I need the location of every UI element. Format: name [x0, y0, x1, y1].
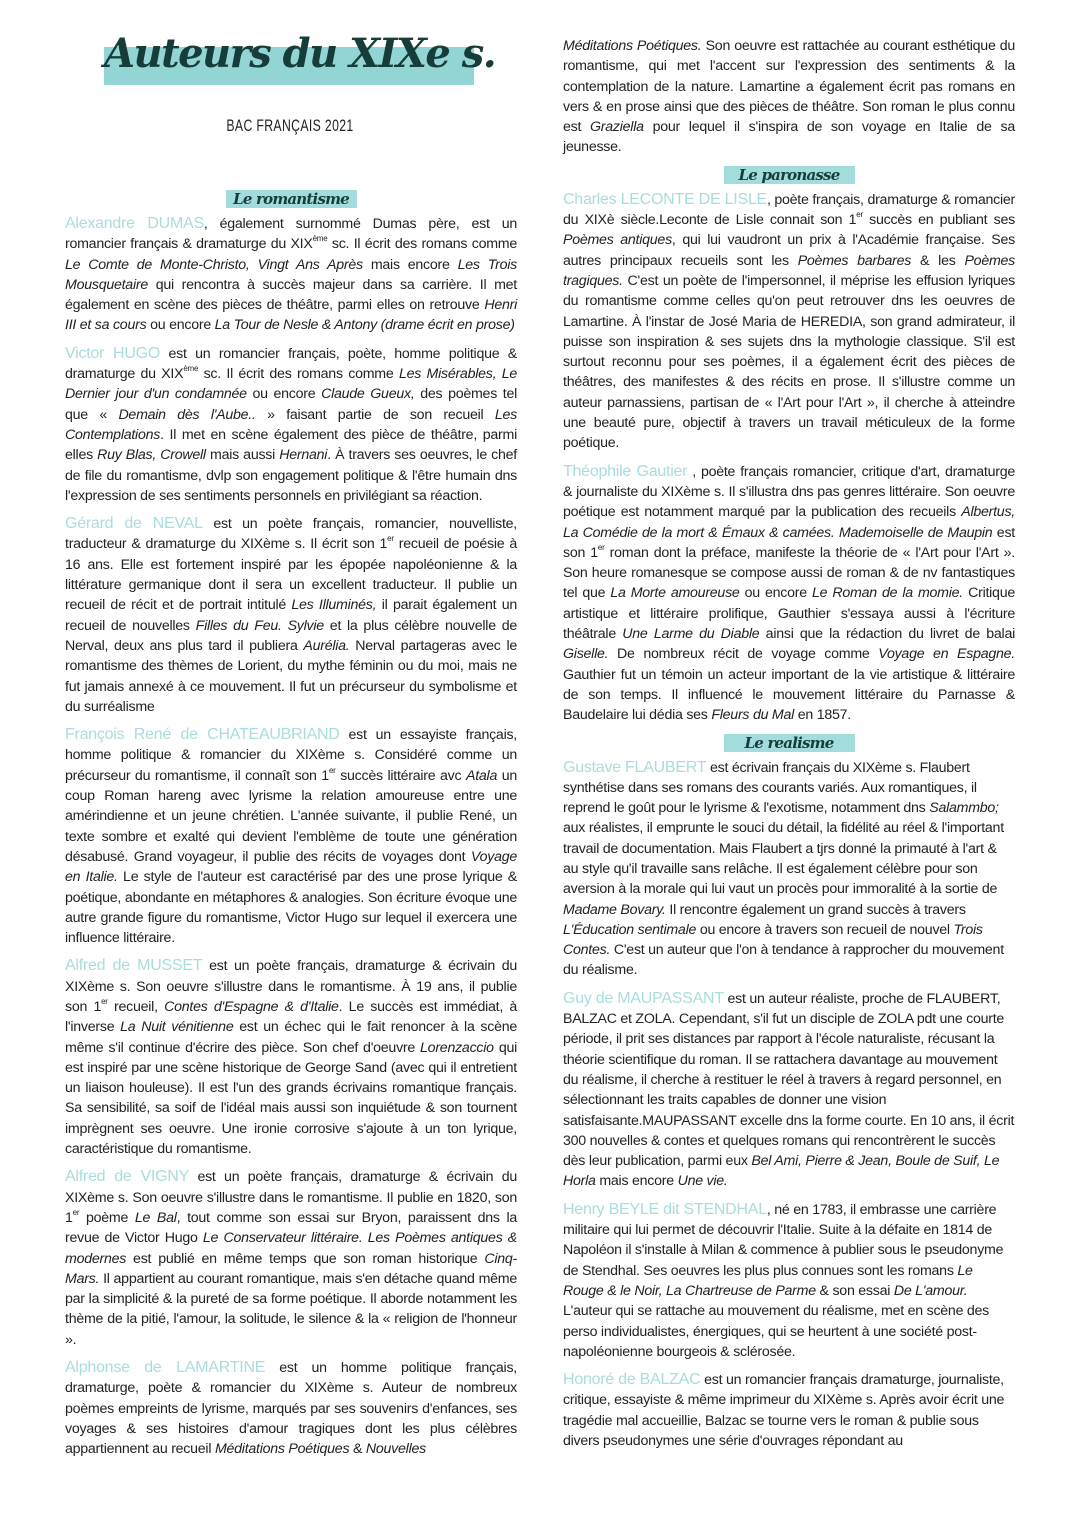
body-text: Critique artistique et littéraire prolifique, Gauthier s'essaya aussi à l'écriture théâtrale: [563, 585, 1015, 643]
work-title: Giselle.: [563, 646, 609, 663]
superscript: er: [856, 210, 863, 220]
body-text: est un homme politique français, dramaturge, poète & romancier du XIXème s. Auteur de nombreux poèmes empreints de lyrisme, marqués par ses souvenirs d'enfances, ses voyages & ses histoires d'amour tragiques dont les plus célèbres appartiennent au recueil: [65, 1360, 517, 1458]
author-name: Théophile Gautier: [563, 462, 688, 480]
body-text: Gauthier fut un témoin un acteur important de la vie artistique & littéraire de son temps. Il influencé le mouvement littéraire du Parnasse & Baudelaire lui dédia ses: [563, 666, 1015, 724]
body-text: ou encore: [739, 585, 813, 602]
author-entry-honore-de-balzac: [563, 1370, 1015, 1451]
work-title: Une vie.: [677, 1173, 728, 1190]
work-title: Albertus, La Comédie de la mort & Émaux & camées. Mademoiselle de Maupin: [563, 504, 1015, 541]
body-text: est un auteur réaliste, proche de FLAUBERT, BALZAC et ZOLA. Cependant, s'il fut un disciple de ZOLA pdt une courte période, il prit ses distances par rapport à l'école naturaliste, récusant la théorie scientifique du roman. Il se rattachera davantage au mouvement du réalisme, il cherche à restituer le réel à travers à regard personnel, en sélectionnant les traits capables de donner une vision satisfaisante.MAUPASSANT excelle dns la forme courte. En 10 ans, il écrit 300 nouvelles & contes et quelques romans qui rencontrèrent le succès dès leur publication, parmi eux: [563, 990, 1015, 1170]
body-text: un coup Roman hareng avec lyrisme la relation amoureuse entre une amérindienne et un jeune chrétien. L'année suivante, il publie René, un texte sombre et exalté qui devient l'emblème de toute une génération désabusé. Grand voyageur, il publie des récits de voyages dont: [65, 767, 517, 865]
work-title: Lorenzaccio: [420, 1039, 494, 1056]
work-title: L'Éducation sentimale: [563, 921, 697, 938]
body-text: , qui lui vaudront un prix à l'Académie française. Ses autres principaux recueils sont les: [563, 232, 1015, 269]
work-title: Le Comte de Monte-Christo, Vingt Ans Après: [65, 256, 363, 273]
superscript: er: [597, 542, 605, 552]
right-column: [563, 36, 1015, 1459]
work-title: Les Trois Mousquetaire: [65, 256, 517, 293]
body-text: est un poète français, dramaturge & écrivain du XIXème s. Son oeuvre s'illustre dans le romantisme. À 19 ans, il publie son 1: [65, 958, 518, 1015]
work-title: Cinq-Mars.: [65, 1250, 517, 1287]
author-name: François René de CHATEAUBRIAND: [65, 726, 340, 744]
work-title: Voyage en Italie.: [65, 848, 517, 886]
body-text: Son oeuvre est rattachée au courant esthétique du romantisme, qui met l'accent sur l'expression des sentiments & la contemplation de la nature. Lamartine a également écrit pas romans en vers & en prose ainsi que des pièces de théâtre. Son roman le plus connu est: [563, 38, 1015, 136]
work-title: Madame Bovary.: [563, 901, 666, 918]
work-title: Poèmes antiques: [563, 232, 672, 249]
author-entry-gustave-flaubert: [563, 758, 1015, 981]
superscript: er: [101, 996, 108, 1006]
body-text: L'auteur qui se rattache au mouvement du réalisme, met en scène des perso individualistes, énergiques, qui se heurtent à une société post-napoléonienne bourgeois & sclérosée.: [563, 1303, 990, 1360]
body-text: est un poète français, dramaturge & écrivain du XIXème s. Son oeuvre s'illustre dans le romantisme. Il publie en 1820, son 1: [65, 1169, 517, 1226]
author-name: Guy de MAUPASSANT: [563, 989, 724, 1007]
body-text: et la plus célèbre nouvelle de Nerval, deux ans plus tard il publiera: [65, 617, 518, 654]
body-text: , poète français, dramaturge & romancier du XIXè siècle.Leconte de Lisle connait son 1: [563, 191, 1015, 229]
author-entry-francois-rene-de-chateaubriand: [65, 725, 517, 948]
work-title: Hernani: [279, 447, 328, 464]
body-text: Il appartient au courant romantique, mais s'en détache quand même par la simplicité & la pureté de sa forme poétique. Il aborde notamment les thème de la pitié, l'amour, la solitude, le silence & la « religion de l'honneur ».: [65, 1270, 517, 1348]
superscript: ème: [183, 364, 199, 374]
work-title: Aurélia.: [303, 637, 350, 654]
author-name: Charles LECONTE DE LISLE: [563, 190, 767, 208]
author-name: Alphonse de LAMARTINE: [65, 1359, 266, 1377]
work-title: Les Contemplations: [65, 406, 517, 443]
work-title: Voyage en Espagne.: [878, 646, 1015, 663]
work-title: Henri III et sa cours: [65, 297, 517, 334]
section-heading-le-paronasse: Le paronasse: [724, 166, 855, 184]
work-title: Ruy Blas, Crowell: [97, 447, 206, 464]
work-title: Le Rouge & le Noir, La Chartreuse de Parme: [563, 1262, 973, 1299]
superscript: er: [387, 534, 394, 544]
superscript: er: [72, 1207, 80, 1217]
work-title: Le Roman de la momie.: [812, 585, 963, 602]
body-text: & son essai: [815, 1282, 894, 1299]
work-title: La Nuit vénitienne: [120, 1019, 234, 1036]
body-text: ou encore: [146, 317, 215, 334]
body-text: , tout comme son essai sur Bryon, paraissent dns la revue de Victor Hugo: [65, 1209, 517, 1247]
author-name: Alexandre DUMAS: [65, 215, 204, 232]
work-title: Demain dès l'Aube..: [118, 406, 256, 423]
work-title: Le Bal: [134, 1209, 177, 1226]
work-title: Les Illuminés,: [291, 597, 377, 614]
author-entry-alfred-de-vigny: [65, 1167, 517, 1350]
body-text: est un poète français, romancier, nouvelliste, traducteur & dramaturge du XIXème s. Il écrit son 1: [65, 516, 517, 553]
body-text: ou encore à travers son recueil de nouvel: [696, 921, 954, 938]
work-title: Salammbo;: [929, 800, 999, 817]
body-text: est un échec qui le fait renoncer à la scène même s'il continue d'écrire des pièce. Son chef d'oeuvre: [65, 1019, 518, 1056]
body-text: Le style de l'auteur est caractérisé par des une prose lyrique & poétique, abondante en métaphores & analogies. Son écriture évoque une autre grande figure du romantisme, Victor Hugo sur lequel il exercera une influence littéraire.: [65, 869, 518, 947]
author-entry-alexandre-dumas: [65, 214, 517, 336]
body-text: C'est un auteur que l'on à tendance à rapprocher du mouvement du réalisme.: [563, 942, 1004, 979]
body-text: il parait également un recueil de nouvelles: [65, 597, 518, 634]
body-text: &: [349, 1441, 366, 1458]
author-entry-charles-leconte-de-lisle: [563, 190, 1015, 454]
body-text: est écrivain français du XIXème s. Flaubert synthétise dans ses romans des courants variés. Aux romantiques, il reprend le goût pour le lyrisme & l'exotisme, notamment dns: [563, 759, 977, 817]
body-text: poème: [79, 1209, 135, 1226]
body-text: aux réalistes, il emprunte le souci du détail, la fidélité au réel & l'important travail de documentation. Mais Flaubert a tjrs donné la primauté à l'art & au style qu'il travaille sans relâche. Il est également célèbre pour son aversion à la morale qui lui vaut un procès pour immoralité à la sortie de: [563, 820, 1004, 898]
body-text: » faisant partie de son recueil: [255, 406, 495, 423]
body-text: . Il met en scène également des pièce de théâtre, parmi elles: [65, 426, 517, 464]
body-text: , poète français romancier, critique d'art, dramaturge & journaliste du XIXème s. Il s'illustra dns pas genres littéraire. Son oeuvre poétique est notamment marqué par la publication des recueils: [563, 463, 1015, 521]
work-title: Méditations Poétiques.: [563, 38, 702, 54]
body-text: qui est inspiré par une scène historique de George Sand (avec qui il entretient un liaison houleuse). Il est l'un des grands écrivains romantique français. Sa sensibilité, sa soif de l'idéal mais aussi son inquiétude & son tournent imprègnent ses oeuvre. Une ironie corrosive s'ajoute à un ton lyrique, caractéristique du romantisme.: [65, 1039, 517, 1158]
superscript: ème: [312, 234, 328, 244]
author-name: Gérard de NEVAL: [65, 515, 203, 533]
author-entry-theophile-gautier: [563, 462, 1015, 726]
body-text: succès littéraire avc: [335, 767, 466, 784]
body-text: De nombreux récit de voyage comme: [608, 646, 879, 663]
body-text: est un romancier français, poète, homme politique & dramaturge du XIX: [65, 345, 518, 383]
author-name: Alfred de VIGNY: [65, 1168, 190, 1186]
work-title: Atala: [466, 767, 498, 784]
work-title: Bel Ami, Pierre & Jean, Boule de Suif, Le Horla: [563, 1153, 1000, 1190]
body-text: recueil de poésie à 16 ans. Elle est fortement inspiré par les épopée napoléonienne & la littérature germanique dont il sera un excellent traducteur. Il publie un recueil de récit et de portrait intitulé: [65, 536, 517, 614]
body-text: qui rencontra à succès majeur dans sa carrière. Il met également en scène des pièces de théâtre, parmi elles on retrouve: [65, 276, 517, 314]
work-title: Le Conservateur littéraire. Les Poèmes antiques & modernes: [65, 1230, 517, 1267]
body-text: roman dont la préface, manifeste la théorie de « l'Art pour l'Art ». Son heure romanesque se compose aussi de roman & de nv fantastiques tel que: [563, 544, 1015, 602]
body-text: , né en 1783, il embrasse une carrière militaire qui lui permet de découvrir l'Italie. Suite à la défaite en 1814 de Napoléon il s'installe à Milan & commence à publier sous le pseudonyme de Stendhal. Ses oeuvres les plus plus connues sont les romans: [563, 1201, 1004, 1279]
work-title: Nouvelles: [365, 1441, 426, 1458]
work-title: Fleurs du Mal: [711, 707, 795, 724]
author-name: Gustave FLAUBERT: [563, 758, 707, 776]
body-text: est son 1: [563, 524, 1015, 561]
work-title: Contes d'Espagne & d'Italie: [164, 998, 339, 1015]
body-text: mais encore: [595, 1173, 678, 1190]
author-entry-continuation: [563, 36, 1015, 158]
section-heading-le-romantisme: Le romantisme: [226, 190, 357, 208]
body-text: & les: [911, 252, 965, 269]
body-text: est un essayiste français, homme politique & romancier du XIXème s. Considéré comme un précurseur du romantisme, il connaît son 1: [65, 727, 518, 784]
body-text: mais aussi: [205, 447, 280, 464]
author-entry-victor-hugo: [65, 344, 517, 506]
work-title: Graziella: [590, 119, 644, 136]
author-entry-alphonse-de-lamartine: [65, 1358, 517, 1459]
body-text: Il rencontre également un grand succès à travers: [665, 901, 966, 918]
superscript: er: [328, 765, 336, 775]
work-title: La Morte amoureuse: [610, 585, 740, 602]
body-text: C'est un poète de l'impersonnel, il méprise les effusion lyriques du romantisme comme celles qu'on peut retrouver dns les oeuvres de Lamartine. À l'instar de José Maria de HEREDIA, son grand admirateur, il puisse son inspiration & ses sujets dns la mythologie classique. S'il est surtout reconnu pour ses poèmes, il a également écrit des pièces de théâtres, des manifestes & des récits en prose. Il s'illustre comme un auteur parnassiens, partisan de « l'Art pour l'Art », il cherche à atteindre une beauté pure, objectif à travers un travail méticuleux de la forme poétique.: [563, 272, 1015, 452]
body-text: recueil,: [107, 998, 165, 1015]
body-text: sc. Il écrit des romans comme: [327, 236, 517, 253]
body-text: . Le succès est immédiat, à l'inverse: [65, 998, 517, 1036]
author-entry-henry-beyle-dit-stendhal: [563, 1200, 1015, 1362]
work-title: Méditations Poétiques: [214, 1441, 350, 1458]
page-subtitle: BAC FRANÇAIS 2021: [226, 116, 354, 135]
work-title: Les Misérables, Le Dernier jour d'un condamnée: [65, 366, 518, 403]
body-text: des poèmes tel que «: [65, 386, 517, 423]
body-text: mais encore: [362, 256, 458, 273]
work-title: De L'amour.: [893, 1282, 968, 1299]
body-text: ou encore: [246, 386, 322, 403]
body-text: sc. Il écrit des romans comme: [198, 366, 399, 383]
work-title: Poèmes tragiques.: [563, 252, 1016, 289]
author-entry-gerard-de-neval: [65, 514, 517, 717]
author-entry-guy-de-maupassant: [563, 989, 1015, 1192]
work-title: Filles du Feu. Sylvie: [195, 617, 324, 634]
work-title: Trois Contes.: [563, 921, 983, 959]
work-title: Claude Gueux,: [321, 386, 415, 403]
page-title: Auteurs du XIXe s.: [104, 30, 496, 77]
left-column: [65, 186, 517, 1468]
author-name: Henry BEYLE dit STENDHAL: [563, 1200, 767, 1218]
author-name: Alfred de MUSSET: [65, 957, 203, 975]
body-text: en 1857.: [794, 707, 851, 724]
author-name: Honoré de BALZAC: [563, 1371, 701, 1389]
work-title: Poèmes barbares: [797, 252, 912, 269]
body-text: ainsi que la rédaction du livret de balai: [759, 626, 1015, 643]
work-title: Une Larme du Diable: [622, 626, 760, 643]
section-heading-le-realisme: Le realisme: [724, 734, 855, 752]
body-text: . À travers ses oeuvres, le chef de file du romantisme, dvlp son engagement politique & l'être humain dns l'expression de ses sentiments personnels en privilégiant sa réaction.: [65, 447, 517, 504]
body-text: pour lequel il s'inspira de son voyage en Italie de sa jeunesse.: [563, 119, 1015, 156]
body-text: est publié en même temps que son roman historique: [126, 1250, 485, 1267]
work-title: La Tour de Nesle & Antony (drame écrit en prose): [214, 317, 515, 334]
body-text: succès en publiant ses: [862, 212, 1015, 229]
body-text: Nerval partageras avec le romantisme des thèmes de Lorient, du mythe féminin ou du moi, mais ne fut jamais annexé à ce mouvement. Il fut un précurseur du symbolisme et du surréalisme: [65, 637, 517, 715]
body-text: , également surnommé Dumas père, est un romancier français & dramaturge du XIX: [65, 216, 517, 253]
body-text: est un romancier français dramaturge, journaliste, critique, essayiste & même imprimeur du XIXème s. Après avoir écrit une tragédie mal accueillie, Balzac se tourne vers le roman & publie sous divers pseudonymes une série d'ouvrages répondant au: [563, 1372, 1005, 1449]
author-entry-alfred-de-musset: [65, 956, 517, 1159]
author-name: Victor HUGO: [65, 344, 161, 362]
